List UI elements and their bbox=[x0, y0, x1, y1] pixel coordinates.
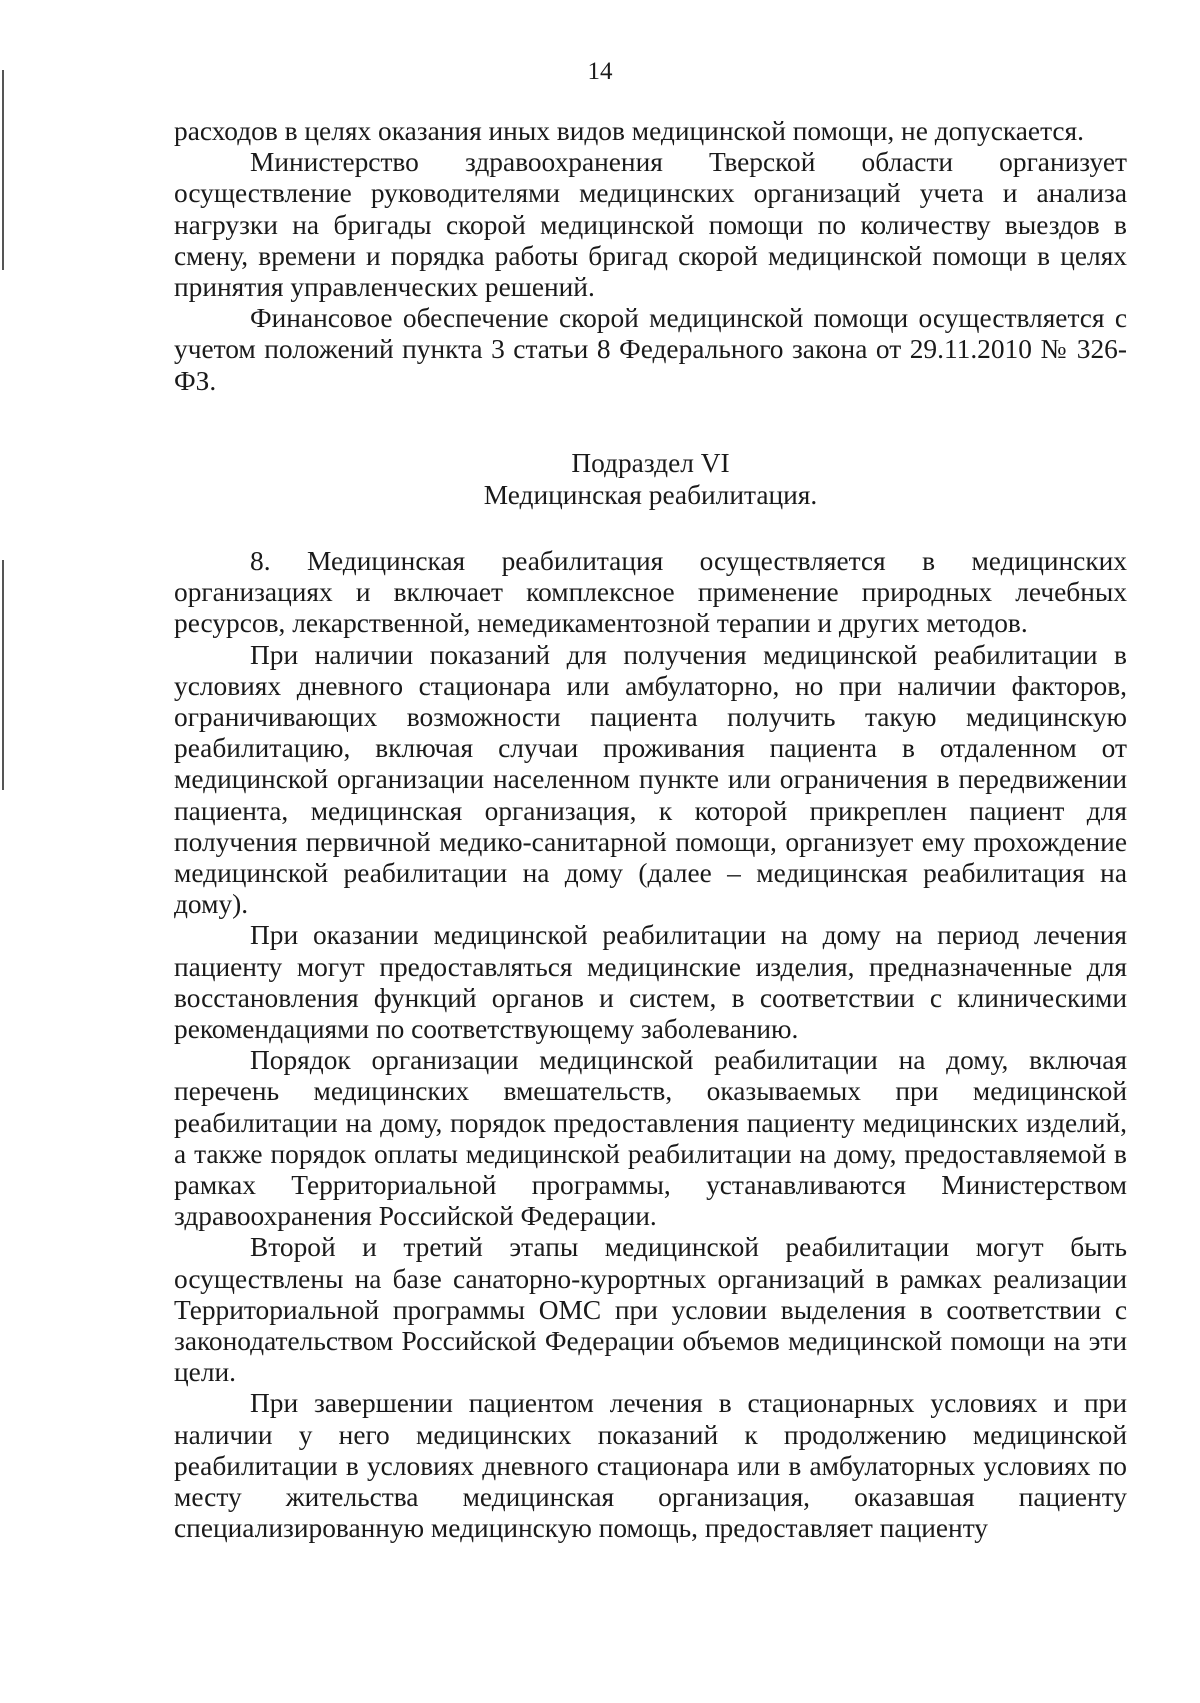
section-heading bbox=[174, 447, 1127, 511]
page-number: 14 bbox=[587, 58, 613, 85]
paragraph-financing: Финансовое обеспечение скорой медицинской помощи осуществляется с учетом положений пункта 3 статьи 8 Федерального закона от 29.11.2010 № 326-ФЗ. bbox=[174, 303, 1127, 396]
section-subtitle: Подраздел VI bbox=[571, 448, 730, 478]
scan-edge-left-lower bbox=[2, 560, 4, 790]
section-title: Медицинская реабилитация. bbox=[483, 480, 818, 510]
paragraph-medical-devices: При оказании медицинской реабилитации на дому на период лечения пациенту могут предоставляться медицинские изделия, предназначенные для восстановления функций органов и систем, в соответствии с клиническими рекомендациями по соответствующему заболеванию. bbox=[174, 920, 1127, 1045]
paragraph-ministry: Министерство здравоохранения Тверской области организует осуществление руководителями медицинских организаций учета и анализа нагрузки на бригады скорой медицинской помощи по количеству выездов в смену, времени и порядка работы бригад скорой медицинской помощи в целях принятия управленческих решений. bbox=[174, 147, 1127, 303]
paragraph-discharge: При завершении пациентом лечения в стационарных условиях и при наличии у него медицинских показаний к продолжению медицинской реабилитации в условиях дневного стационара или в амбулаторных условиях по месту жительства медицинская организация, оказавшая пациенту специализированную медицинскую помощь, предоставляет пациенту bbox=[174, 1388, 1127, 1544]
scan-edge-left bbox=[2, 70, 4, 270]
paragraph-home-rehab: При наличии показаний для получения медицинской реабилитации в условиях дневного стационара или амбулаторно, но при наличии факторов, ограничивающих возможности пациента получить такую медицинскую реабилитацию, включая случаи проживания пациента в отдаленном от медицинской организации населенном пункте или ограничения в передвижении пациента, медицинская организация, к которой прикреплен пациент для получения первичной медико-санитарной помощи, организует ему прохождение медицинской реабилитации на дому (далее – медицинская реабилитация на дому). bbox=[174, 639, 1127, 920]
paragraph-procedure: Порядок организации медицинской реабилитации на дому, включая перечень медицинских вмешательств, оказываемых при медицинской реабилитации на дому, порядок предоставления пациенту медицинских изделий, а также порядок оплаты медицинской реабилитации на дому, предоставляемой в рамках Территориальной программы, устанавливаются Министерством здравоохранения Российской Федерации. bbox=[174, 1045, 1127, 1232]
top-text-block bbox=[174, 116, 1127, 397]
body-text-block bbox=[174, 546, 1127, 1545]
paragraph-item-8: 8. Медицинская реабилитация осуществляется в медицинских организациях и включает комплексное применение природных лечебных ресурсов, лекарственной, немедикаментозной терапии и других методов. bbox=[174, 546, 1127, 639]
paragraph-continuation: расходов в целях оказания иных видов медицинской помощи, не допускается. bbox=[174, 116, 1084, 146]
paragraph-stages: Второй и третий этапы медицинской реабилитации могут быть осуществлены на базе санаторно-курортных организаций в рамках реализации Территориальной программы ОМС при условии выделения в соответствии с законодательством Российской Федерации объемов медицинской помощи на эти цели. bbox=[174, 1232, 1127, 1388]
